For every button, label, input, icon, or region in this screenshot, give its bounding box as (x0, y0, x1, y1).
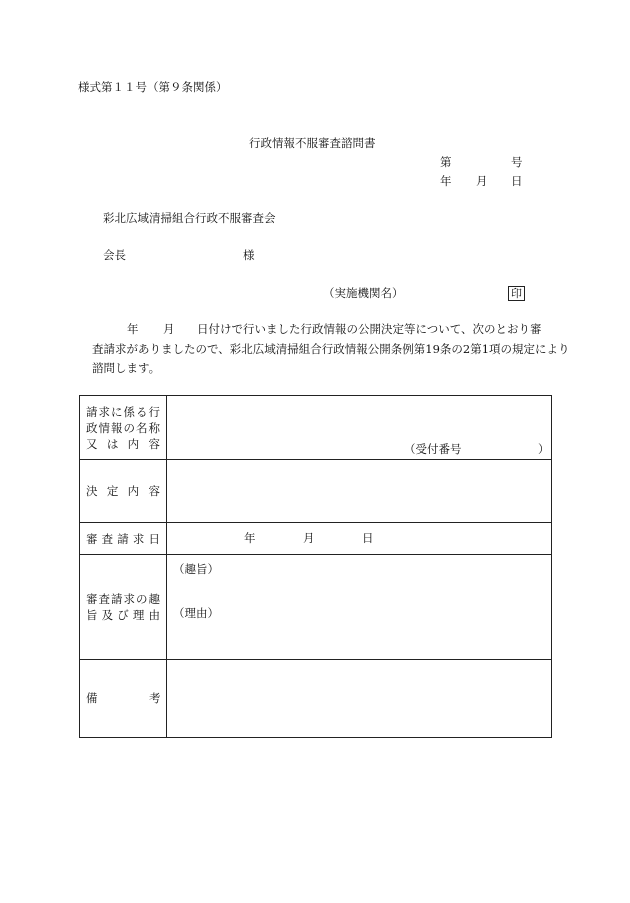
request-date-year: 年 (244, 531, 256, 545)
doc-date-day: 日 (511, 174, 523, 188)
chairman-label: 会長 (103, 248, 126, 262)
document-title: 行政情報不服審査諮問書 (249, 136, 376, 150)
addressee: 彩北広域清掃組合行政不服審査会 (103, 211, 276, 225)
row-information-name (80, 396, 552, 460)
row-remarks (80, 660, 552, 738)
row-decision (80, 460, 552, 523)
label-line: 旨及び理由 (86, 608, 160, 622)
doc-date-year: 年 (440, 174, 452, 188)
body-line2: 査請求がありましたので、彩北広域清掃組合行政情報公開条例第19条の2第1項の規定により (92, 342, 570, 356)
field-purpose-reason[interactable] (167, 555, 552, 660)
label-line: 又は内容 (86, 436, 160, 451)
body-line3: 諮問します。 (92, 361, 161, 375)
label-line: 政情報の名称 (86, 420, 160, 435)
form-number: 様式第１１号（第９条関係） (78, 80, 228, 94)
label-decision (80, 460, 167, 523)
request-date-month: 月 (303, 531, 315, 545)
doc-number-suffix: 号 (511, 155, 523, 169)
field-information-name[interactable] (167, 396, 552, 460)
reception-number-close: ） (538, 442, 550, 456)
body-line1: 日付けで行いました行政情報の公開決定等について、次のとおり審 (197, 322, 542, 336)
label-line: 決定内容 (86, 484, 160, 498)
purpose-label: （趣旨） (173, 562, 219, 576)
doc-number-prefix: 第 (440, 155, 452, 169)
seal-mark: 印 (508, 286, 525, 301)
request-form-table (79, 395, 552, 738)
row-request-date (80, 523, 552, 555)
remarks-char-1: 備 (86, 691, 98, 705)
honorific: 様 (243, 248, 255, 262)
label-line: 審査請求日 (86, 531, 160, 546)
label-remarks (80, 660, 167, 738)
request-date-day: 日 (362, 531, 374, 545)
field-request-date[interactable] (167, 523, 552, 555)
field-remarks[interactable] (167, 660, 552, 738)
row-purpose-reason (80, 555, 552, 660)
field-decision[interactable] (167, 460, 552, 523)
reason-label: （理由） (173, 606, 219, 620)
label-purpose-reason (80, 555, 167, 660)
agency-name-label: （実施機関名） (323, 286, 404, 300)
reception-number-open: （受付番号 (404, 442, 462, 456)
label-line: 審査請求の趣 (86, 592, 160, 606)
label-request-date (80, 523, 167, 555)
remarks-char-2: 考 (149, 691, 161, 705)
body-year: 年 (127, 322, 139, 336)
label-information-name (80, 396, 167, 460)
body-month: 月 (163, 322, 175, 336)
doc-date-month: 月 (476, 174, 488, 188)
label-line: 請求に係る行 (86, 404, 160, 419)
